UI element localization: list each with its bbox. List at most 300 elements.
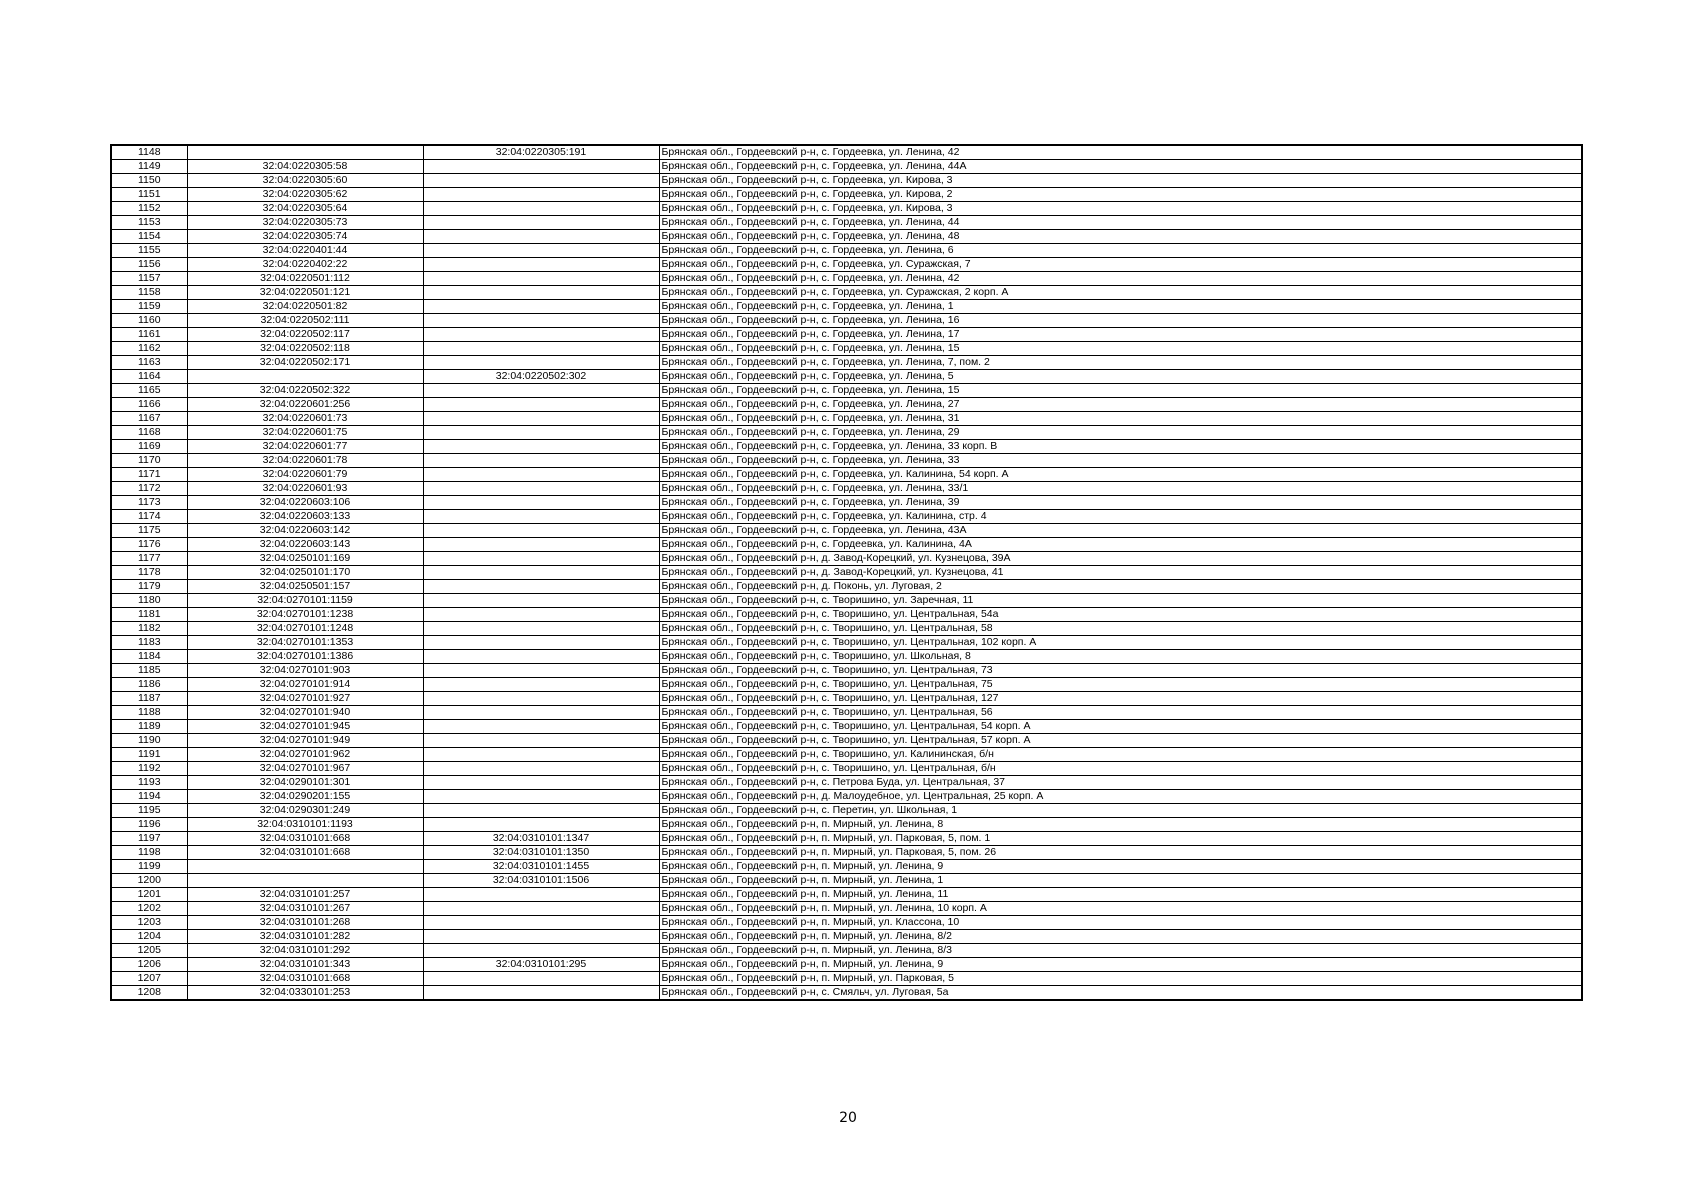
cadastral-number-cell: 32:04:0220601:75 [187,426,423,440]
address-cell: Брянская обл., Гордеевский р-н, п. Мирный, ул. Ленина, 8 [659,818,1582,832]
sub-cadastral-number-cell [423,580,659,594]
table-row [111,552,1582,566]
table-row [111,370,1582,384]
address-cell: Брянская обл., Гордеевский р-н, п. Мирный, ул. Ленина, 9 [659,860,1582,874]
address-cell: Брянская обл., Гордеевский р-н, с. Гордеевка, ул. Ленина, 15 [659,384,1582,398]
sub-cadastral-number-cell [423,468,659,482]
cadastral-number-cell: 32:04:0270101:967 [187,762,423,776]
row-number-cell: 1176 [111,538,187,552]
table-row [111,496,1582,510]
row-number-cell: 1166 [111,398,187,412]
address-cell: Брянская обл., Гордеевский р-н, с. Гордеевка, ул. Кирова, 3 [659,202,1582,216]
row-number-cell: 1155 [111,244,187,258]
table-row [111,230,1582,244]
row-number-cell: 1199 [111,860,187,874]
address-cell: Брянская обл., Гордеевский р-н, с. Перетин, ул. Школьная, 1 [659,804,1582,818]
cadastral-number-cell: 32:04:0250501:157 [187,580,423,594]
address-cell: Брянская обл., Гордеевский р-н, п. Мирный, ул. Ленина, 9 [659,958,1582,972]
address-cell: Брянская обл., Гордеевский р-н, с. Гордеевка, ул. Кирова, 3 [659,174,1582,188]
table-row [111,650,1582,664]
cadastral-number-cell: 32:04:0220603:142 [187,524,423,538]
address-cell: Брянская обл., Гордеевский р-н, п. Мирный, ул. Ленина, 11 [659,888,1582,902]
row-number-cell: 1167 [111,412,187,426]
sub-cadastral-number-cell [423,384,659,398]
row-number-cell: 1151 [111,188,187,202]
row-number-cell: 1183 [111,636,187,650]
cadastral-number-cell: 32:04:0310101:668 [187,832,423,846]
cadastral-number-cell: 32:04:0220601:79 [187,468,423,482]
row-number-cell: 1162 [111,342,187,356]
row-number-cell: 1154 [111,230,187,244]
table-row [111,384,1582,398]
row-number-cell: 1184 [111,650,187,664]
sub-cadastral-number-cell [423,300,659,314]
sub-cadastral-number-cell [423,440,659,454]
row-number-cell: 1185 [111,664,187,678]
address-cell: Брянская обл., Гордеевский р-н, с. Гордеевка, ул. Ленина, 33 [659,454,1582,468]
address-cell: Брянская обл., Гордеевский р-н, с. Гордеевка, ул. Кирова, 2 [659,188,1582,202]
address-cell: Брянская обл., Гордеевский р-н, с. Творишино, ул. Центральная, 54а [659,608,1582,622]
cadastral-number-cell: 32:04:0220501:121 [187,286,423,300]
table-row [111,790,1582,804]
cadastral-number-cell: 32:04:0220603:106 [187,496,423,510]
address-cell: Брянская обл., Гордеевский р-н, д. Завод-Корецкий, ул. Кузнецова, 39А [659,552,1582,566]
sub-cadastral-number-cell [423,678,659,692]
address-cell: Брянская обл., Гордеевский р-н, с. Гордеевка, ул. Ленина, 15 [659,342,1582,356]
table-row [111,468,1582,482]
address-cell: Брянская обл., Гордеевский р-н, с. Творишино, ул. Школьная, 8 [659,650,1582,664]
row-number-cell: 1200 [111,874,187,888]
address-cell: Брянская обл., Гордеевский р-н, с. Гордеевка, ул. Суражская, 7 [659,258,1582,272]
table-body [111,145,1582,1000]
cadastral-number-cell: 32:04:0220502:111 [187,314,423,328]
row-number-cell: 1177 [111,552,187,566]
table-row [111,692,1582,706]
table-row [111,356,1582,370]
sub-cadastral-number-cell [423,594,659,608]
row-number-cell: 1160 [111,314,187,328]
table-row [111,986,1582,1001]
row-number-cell: 1169 [111,440,187,454]
address-cell: Брянская обл., Гордеевский р-н, с. Гордеевка, ул. Ленина, 44А [659,160,1582,174]
sub-cadastral-number-cell: 32:04:0310101:295 [423,958,659,972]
row-number-cell: 1148 [111,145,187,160]
cadastral-number-cell: 32:04:0270101:940 [187,706,423,720]
sub-cadastral-number-cell [423,286,659,300]
cadastral-table [110,144,1583,1001]
cadastral-number-cell: 32:04:0220305:58 [187,160,423,174]
sub-cadastral-number-cell [423,818,659,832]
sub-cadastral-number-cell [423,398,659,412]
table-row [111,524,1582,538]
sub-cadastral-number-cell [423,706,659,720]
address-cell: Брянская обл., Гордеевский р-н, с. Творишино, ул. Заречная, 11 [659,594,1582,608]
cadastral-number-cell: 32:04:0290301:249 [187,804,423,818]
row-number-cell: 1164 [111,370,187,384]
row-number-cell: 1182 [111,622,187,636]
table-row [111,454,1582,468]
cadastral-number-cell: 32:04:0290101:301 [187,776,423,790]
address-cell: Брянская обл., Гордеевский р-н, с. Гордеевка, ул. Ленина, 43А [659,524,1582,538]
cadastral-number-cell: 32:04:0220401:44 [187,244,423,258]
table-row [111,412,1582,426]
sub-cadastral-number-cell [423,636,659,650]
address-cell: Брянская обл., Гордеевский р-н, с. Гордеевка, ул. Суражская, 2 корп. А [659,286,1582,300]
cadastral-number-cell: 32:04:0220305:74 [187,230,423,244]
row-number-cell: 1191 [111,748,187,762]
table-row [111,832,1582,846]
sub-cadastral-number-cell [423,692,659,706]
row-number-cell: 1173 [111,496,187,510]
row-number-cell: 1192 [111,762,187,776]
table-row [111,145,1582,160]
cadastral-number-cell: 32:04:0220305:64 [187,202,423,216]
cadastral-number-cell [187,860,423,874]
cadastral-number-cell: 32:04:0220603:143 [187,538,423,552]
cadastral-number-cell: 32:04:0310101:257 [187,888,423,902]
cadastral-number-cell [187,370,423,384]
address-cell: Брянская обл., Гордеевский р-н, с. Гордеевка, ул. Калинина, 54 корп. А [659,468,1582,482]
cadastral-number-cell: 32:04:0270101:1248 [187,622,423,636]
address-cell: Брянская обл., Гордеевский р-н, с. Гордеевка, ул. Ленина, 42 [659,145,1582,160]
cadastral-number-cell: 32:04:0270101:1353 [187,636,423,650]
row-number-cell: 1189 [111,720,187,734]
sub-cadastral-number-cell [423,342,659,356]
table-row [111,566,1582,580]
sub-cadastral-number-cell [423,776,659,790]
sub-cadastral-number-cell [423,762,659,776]
address-cell: Брянская обл., Гордеевский р-н, с. Творишино, ул. Центральная, 57 корп. А [659,734,1582,748]
address-cell: Брянская обл., Гордеевский р-н, с. Творишино, ул. Центральная, 127 [659,692,1582,706]
sub-cadastral-number-cell [423,524,659,538]
sub-cadastral-number-cell [423,748,659,762]
sub-cadastral-number-cell [423,986,659,1001]
table-row [111,216,1582,230]
sub-cadastral-number-cell: 32:04:0220502:302 [423,370,659,384]
sub-cadastral-number-cell [423,230,659,244]
row-number-cell: 1157 [111,272,187,286]
table-row [111,594,1582,608]
cadastral-number-cell: 32:04:0220502:171 [187,356,423,370]
address-cell: Брянская обл., Гордеевский р-н, с. Творишино, ул. Центральная, б/н [659,762,1582,776]
address-cell: Брянская обл., Гордеевский р-н, с. Творишино, ул. Калининская, б/н [659,748,1582,762]
address-cell: Брянская обл., Гордеевский р-н, с. Творишино, ул. Центральная, 75 [659,678,1582,692]
sub-cadastral-number-cell [423,734,659,748]
address-cell: Брянская обл., Гордеевский р-н, п. Мирный, ул. Ленина, 10 корп. А [659,902,1582,916]
cadastral-number-cell: 32:04:0220502:117 [187,328,423,342]
row-number-cell: 1178 [111,566,187,580]
sub-cadastral-number-cell [423,972,659,986]
table-row [111,678,1582,692]
address-cell: Брянская обл., Гордеевский р-н, с. Гордеевка, ул. Ленина, 39 [659,496,1582,510]
cadastral-number-cell: 32:04:0220601:256 [187,398,423,412]
table-row [111,580,1582,594]
row-number-cell: 1175 [111,524,187,538]
table-row [111,636,1582,650]
sub-cadastral-number-cell [423,804,659,818]
sub-cadastral-number-cell [423,482,659,496]
sub-cadastral-number-cell: 32:04:0310101:1455 [423,860,659,874]
sub-cadastral-number-cell [423,412,659,426]
address-cell: Брянская обл., Гордеевский р-н, с. Гордеевка, ул. Ленина, 6 [659,244,1582,258]
table-row [111,328,1582,342]
address-cell: Брянская обл., Гордеевский р-н, с. Гордеевка, ул. Ленина, 5 [659,370,1582,384]
sub-cadastral-number-cell [423,454,659,468]
table-row [111,888,1582,902]
cadastral-number-cell: 32:04:0220305:62 [187,188,423,202]
row-number-cell: 1195 [111,804,187,818]
table-row [111,608,1582,622]
table-row [111,972,1582,986]
row-number-cell: 1153 [111,216,187,230]
sub-cadastral-number-cell [423,720,659,734]
cadastral-number-cell: 32:04:0220502:118 [187,342,423,356]
sub-cadastral-number-cell [423,258,659,272]
address-cell: Брянская обл., Гордеевский р-н, п. Мирный, ул. Ленина, 1 [659,874,1582,888]
row-number-cell: 1179 [111,580,187,594]
cadastral-number-cell: 32:04:0310101:668 [187,846,423,860]
table-row [111,720,1582,734]
address-cell: Брянская обл., Гордеевский р-н, п. Мирный, ул. Парковая, 5, пом. 26 [659,846,1582,860]
sub-cadastral-number-cell [423,426,659,440]
sub-cadastral-number-cell [423,174,659,188]
row-number-cell: 1201 [111,888,187,902]
sub-cadastral-number-cell [423,314,659,328]
cadastral-number-cell: 32:04:0220501:112 [187,272,423,286]
address-cell: Брянская обл., Гордеевский р-н, с. Творишино, ул. Центральная, 73 [659,664,1582,678]
address-cell: Брянская обл., Гордеевский р-н, с. Гордеевка, ул. Ленина, 31 [659,412,1582,426]
table-row [111,762,1582,776]
table-row [111,398,1582,412]
address-cell: Брянская обл., Гордеевский р-н, с. Гордеевка, ул. Ленина, 1 [659,300,1582,314]
table-row [111,244,1582,258]
address-cell: Брянская обл., Гордеевский р-н, с. Гордеевка, ул. Ленина, 48 [659,230,1582,244]
table-row [111,482,1582,496]
cadastral-number-cell: 32:04:0310101:267 [187,902,423,916]
sub-cadastral-number-cell [423,188,659,202]
table-row [111,510,1582,524]
cadastral-number-cell: 32:04:0270101:949 [187,734,423,748]
row-number-cell: 1188 [111,706,187,720]
table-row [111,776,1582,790]
row-number-cell: 1161 [111,328,187,342]
cadastral-number-cell: 32:04:0220305:60 [187,174,423,188]
sub-cadastral-number-cell [423,160,659,174]
address-cell: Брянская обл., Гордеевский р-н, с. Петрова Буда, ул. Центральная, 37 [659,776,1582,790]
row-number-cell: 1197 [111,832,187,846]
row-number-cell: 1159 [111,300,187,314]
cadastral-number-cell [187,874,423,888]
row-number-cell: 1165 [111,384,187,398]
table-row [111,300,1582,314]
cadastral-number-cell: 32:04:0220305:73 [187,216,423,230]
address-cell: Брянская обл., Гордеевский р-н, с. Творишино, ул. Центральная, 54 корп. А [659,720,1582,734]
address-cell: Брянская обл., Гордеевский р-н, с. Гордеевка, ул. Ленина, 33/1 [659,482,1582,496]
row-number-cell: 1156 [111,258,187,272]
address-cell: Брянская обл., Гордеевский р-н, с. Смяльч, ул. Луговая, 5а [659,986,1582,1001]
sub-cadastral-number-cell: 32:04:0310101:1350 [423,846,659,860]
sub-cadastral-number-cell [423,202,659,216]
sub-cadastral-number-cell [423,930,659,944]
address-cell: Брянская обл., Гордеевский р-н, с. Гордеевка, ул. Калинина, 4А [659,538,1582,552]
table-row [111,846,1582,860]
table-row [111,202,1582,216]
cadastral-number-cell: 32:04:0220603:133 [187,510,423,524]
row-number-cell: 1207 [111,972,187,986]
row-number-cell: 1170 [111,454,187,468]
table-row [111,860,1582,874]
address-cell: Брянская обл., Гордеевский р-н, п. Мирный, ул. Ленина, 8/3 [659,944,1582,958]
row-number-cell: 1194 [111,790,187,804]
row-number-cell: 1186 [111,678,187,692]
row-number-cell: 1203 [111,916,187,930]
row-number-cell: 1150 [111,174,187,188]
row-number-cell: 1205 [111,944,187,958]
address-cell: Брянская обл., Гордеевский р-н, с. Творишино, ул. Центральная, 56 [659,706,1582,720]
cadastral-number-cell: 32:04:0270101:914 [187,678,423,692]
cadastral-number-cell: 32:04:0220402:22 [187,258,423,272]
table-row [111,440,1582,454]
address-cell: Брянская обл., Гордеевский р-н, с. Гордеевка, ул. Ленина, 44 [659,216,1582,230]
row-number-cell: 1187 [111,692,187,706]
address-cell: Брянская обл., Гордеевский р-н, д. Малоудебное, ул. Центральная, 25 корп. А [659,790,1582,804]
address-cell: Брянская обл., Гордеевский р-н, с. Гордеевка, ул. Калинина, стр. 4 [659,510,1582,524]
address-cell: Брянская обл., Гордеевский р-н, с. Творишино, ул. Центральная, 102 корп. А [659,636,1582,650]
sub-cadastral-number-cell [423,650,659,664]
table-row [111,916,1582,930]
sub-cadastral-number-cell [423,216,659,230]
sub-cadastral-number-cell [423,244,659,258]
address-cell: Брянская обл., Гордеевский р-н, п. Мирный, ул. Классона, 10 [659,916,1582,930]
address-cell: Брянская обл., Гордеевский р-н, д. Поконь, ул. Луговая, 2 [659,580,1582,594]
address-cell: Брянская обл., Гордеевский р-н, с. Творишино, ул. Центральная, 58 [659,622,1582,636]
table-row [111,958,1582,972]
row-number-cell: 1206 [111,958,187,972]
sub-cadastral-number-cell [423,790,659,804]
cadastral-number-cell: 32:04:0310101:343 [187,958,423,972]
address-cell: Брянская обл., Гордеевский р-н, с. Гордеевка, ул. Ленина, 29 [659,426,1582,440]
sub-cadastral-number-cell: 32:04:0310101:1347 [423,832,659,846]
cadastral-number-cell: 32:04:0310101:668 [187,972,423,986]
cadastral-number-cell: 32:04:0220601:78 [187,454,423,468]
sub-cadastral-number-cell [423,944,659,958]
cadastral-number-cell: 32:04:0220601:73 [187,412,423,426]
cadastral-number-cell: 32:04:0250101:169 [187,552,423,566]
page-number: 20 [839,1110,857,1126]
row-number-cell: 1208 [111,986,187,1001]
cadastral-number-cell: 32:04:0270101:1386 [187,650,423,664]
row-number-cell: 1152 [111,202,187,216]
table-row [111,874,1582,888]
address-cell: Брянская обл., Гордеевский р-н, с. Гордеевка, ул. Ленина, 33 корп. В [659,440,1582,454]
cadastral-number-cell: 32:04:0290201:155 [187,790,423,804]
row-number-cell: 1163 [111,356,187,370]
cadastral-number-cell: 32:04:0270101:962 [187,748,423,762]
address-cell: Брянская обл., Гордеевский р-н, п. Мирный, ул. Парковая, 5 [659,972,1582,986]
row-number-cell: 1204 [111,930,187,944]
address-cell: Брянская обл., Гордеевский р-н, с. Гордеевка, ул. Ленина, 42 [659,272,1582,286]
sub-cadastral-number-cell [423,356,659,370]
row-number-cell: 1149 [111,160,187,174]
cadastral-number-cell: 32:04:0220601:93 [187,482,423,496]
row-number-cell: 1193 [111,776,187,790]
sub-cadastral-number-cell [423,496,659,510]
row-number-cell: 1196 [111,818,187,832]
table-row [111,664,1582,678]
table-row [111,930,1582,944]
table-row [111,706,1582,720]
table-row [111,342,1582,356]
table-row [111,188,1582,202]
table-row [111,314,1582,328]
sub-cadastral-number-cell [423,916,659,930]
sub-cadastral-number-cell [423,622,659,636]
sub-cadastral-number-cell [423,328,659,342]
table-row [111,818,1582,832]
cadastral-number-cell: 32:04:0310101:268 [187,916,423,930]
cadastral-number-cell: 32:04:0310101:292 [187,944,423,958]
row-number-cell: 1181 [111,608,187,622]
sub-cadastral-number-cell [423,510,659,524]
cadastral-number-cell: 32:04:0330101:253 [187,986,423,1001]
sub-cadastral-number-cell [423,888,659,902]
sub-cadastral-number-cell: 32:04:0220305:191 [423,145,659,160]
row-number-cell: 1190 [111,734,187,748]
table-row [111,804,1582,818]
table-row [111,902,1582,916]
cadastral-number-cell [187,145,423,160]
cadastral-number-cell: 32:04:0270101:1238 [187,608,423,622]
row-number-cell: 1158 [111,286,187,300]
row-number-cell: 1171 [111,468,187,482]
table-row [111,734,1582,748]
table-row [111,286,1582,300]
cadastral-number-cell: 32:04:0270101:1159 [187,594,423,608]
address-cell: Брянская обл., Гордеевский р-н, п. Мирный, ул. Парковая, 5, пом. 1 [659,832,1582,846]
row-number-cell: 1180 [111,594,187,608]
table-row [111,160,1582,174]
cadastral-number-cell: 32:04:0270101:945 [187,720,423,734]
row-number-cell: 1174 [111,510,187,524]
sub-cadastral-number-cell [423,902,659,916]
sub-cadastral-number-cell [423,538,659,552]
table-row [111,538,1582,552]
sub-cadastral-number-cell [423,664,659,678]
sub-cadastral-number-cell [423,552,659,566]
row-number-cell: 1172 [111,482,187,496]
table-row [111,622,1582,636]
cadastral-number-cell: 32:04:0310101:1193 [187,818,423,832]
cadastral-number-cell: 32:04:0310101:282 [187,930,423,944]
cadastral-number-cell: 32:04:0250101:170 [187,566,423,580]
table-row [111,426,1582,440]
row-number-cell: 1198 [111,846,187,860]
address-cell: Брянская обл., Гордеевский р-н, д. Завод-Корецкий, ул. Кузнецова, 41 [659,566,1582,580]
cadastral-number-cell: 32:04:0220501:82 [187,300,423,314]
cadastral-number-cell: 32:04:0220601:77 [187,440,423,454]
table-row [111,258,1582,272]
table-row [111,944,1582,958]
address-cell: Брянская обл., Гордеевский р-н, с. Гордеевка, ул. Ленина, 27 [659,398,1582,412]
cadastral-number-cell: 32:04:0270101:927 [187,692,423,706]
address-cell: Брянская обл., Гордеевский р-н, с. Гордеевка, ул. Ленина, 16 [659,314,1582,328]
table-row [111,748,1582,762]
sub-cadastral-number-cell [423,566,659,580]
table-row [111,174,1582,188]
cadastral-number-cell: 32:04:0220502:322 [187,384,423,398]
cadastral-number-cell: 32:04:0270101:903 [187,664,423,678]
sub-cadastral-number-cell [423,608,659,622]
